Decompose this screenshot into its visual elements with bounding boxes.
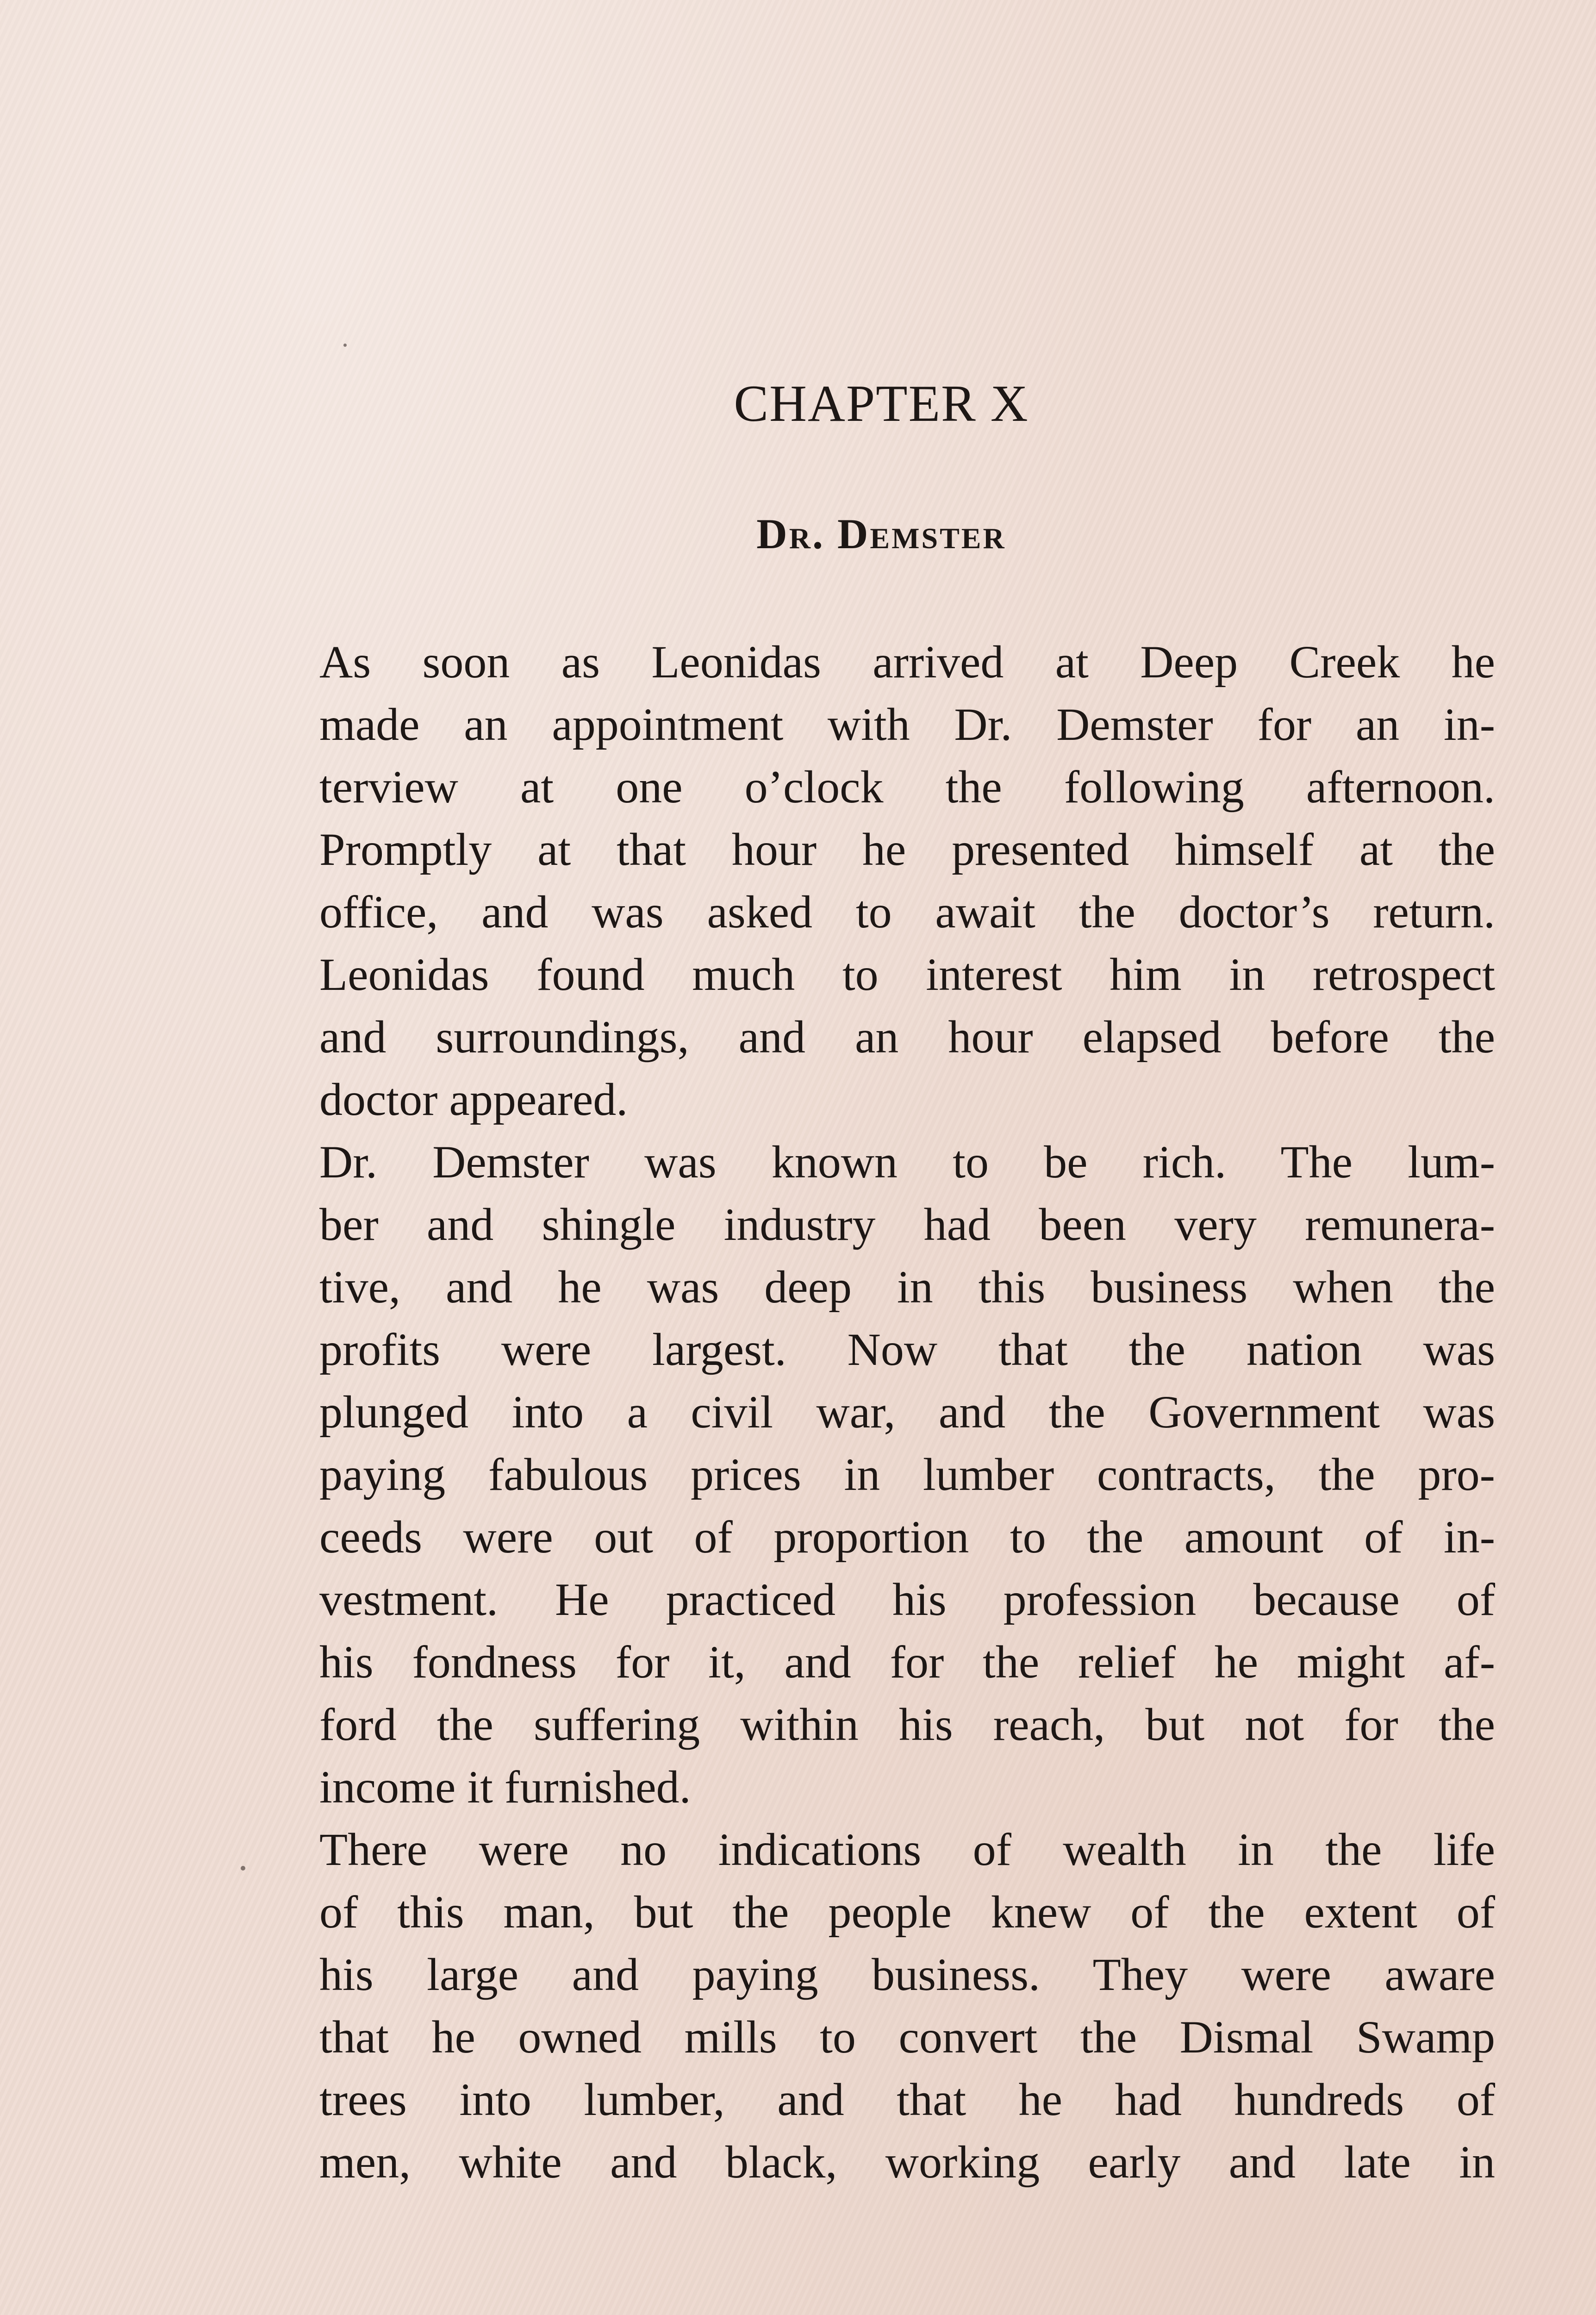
chapter-title: Dr. Demster (756, 510, 1006, 557)
text-line: office, and was asked to await the doctor’s return. (319, 886, 1495, 938)
chapter-body (262, 631, 1495, 2193)
paragraph (262, 1818, 1495, 2193)
text-line: men, white and black, working early and late in (319, 2136, 1495, 2188)
text-line: and surroundings, and an hour elapsed before the (319, 1011, 1495, 1063)
text-line: As soon as Leonidas arrived at Deep Creek he (319, 636, 1495, 688)
text-line: that he owned mills to convert the Dismal Swamp (319, 2011, 1495, 2063)
text-line: Leonidas found much to interest him in retrospect (319, 949, 1495, 1000)
text-line: ber and shingle industry had been very remunera- (319, 1199, 1495, 1250)
text-line: trees into lumber, and that he had hundreds of (319, 2074, 1495, 2125)
chapter-number: CHAPTER X (734, 375, 1029, 432)
text-line: income it furnished. (319, 1761, 691, 1813)
paragraph (262, 631, 1495, 1131)
text-line: terview at one o’clock the following afternoon. (319, 761, 1495, 813)
text-line: tive, and he was deep in this business when the (319, 1261, 1495, 1313)
text-line: doctor appeared. (319, 1074, 628, 1125)
text-line: of this man, but the people knew of the extent of (319, 1886, 1495, 1938)
text-line: his large and paying business. They were aware (319, 1949, 1495, 2000)
text-line: ceeds were out of proportion to the amount of in- (319, 1511, 1495, 1563)
text-line: profits were largest. Now that the nation was (319, 1324, 1495, 1375)
paper-speck (241, 1866, 245, 1871)
text-line: vestment. He practiced his profession because of (319, 1574, 1495, 1625)
text-line: plunged into a civil war, and the Government was (319, 1386, 1495, 1438)
text-line: Promptly at that hour he presented himself at the (319, 824, 1495, 875)
paragraph (262, 1131, 1495, 1818)
text-line: ford the suffering within his reach, but not for the (319, 1699, 1495, 1750)
paper-speck (343, 344, 347, 347)
text-line: There were no indications of wealth in the life (319, 1824, 1495, 1875)
text-line: his fondness for it, and for the relief he might af- (319, 1636, 1495, 1688)
text-line: paying fabulous prices in lumber contracts, the pro- (319, 1449, 1495, 1500)
text-line: Dr. Demster was known to be rich. The lum- (319, 1136, 1495, 1188)
text-line: made an appointment with Dr. Demster for an in- (319, 699, 1495, 750)
